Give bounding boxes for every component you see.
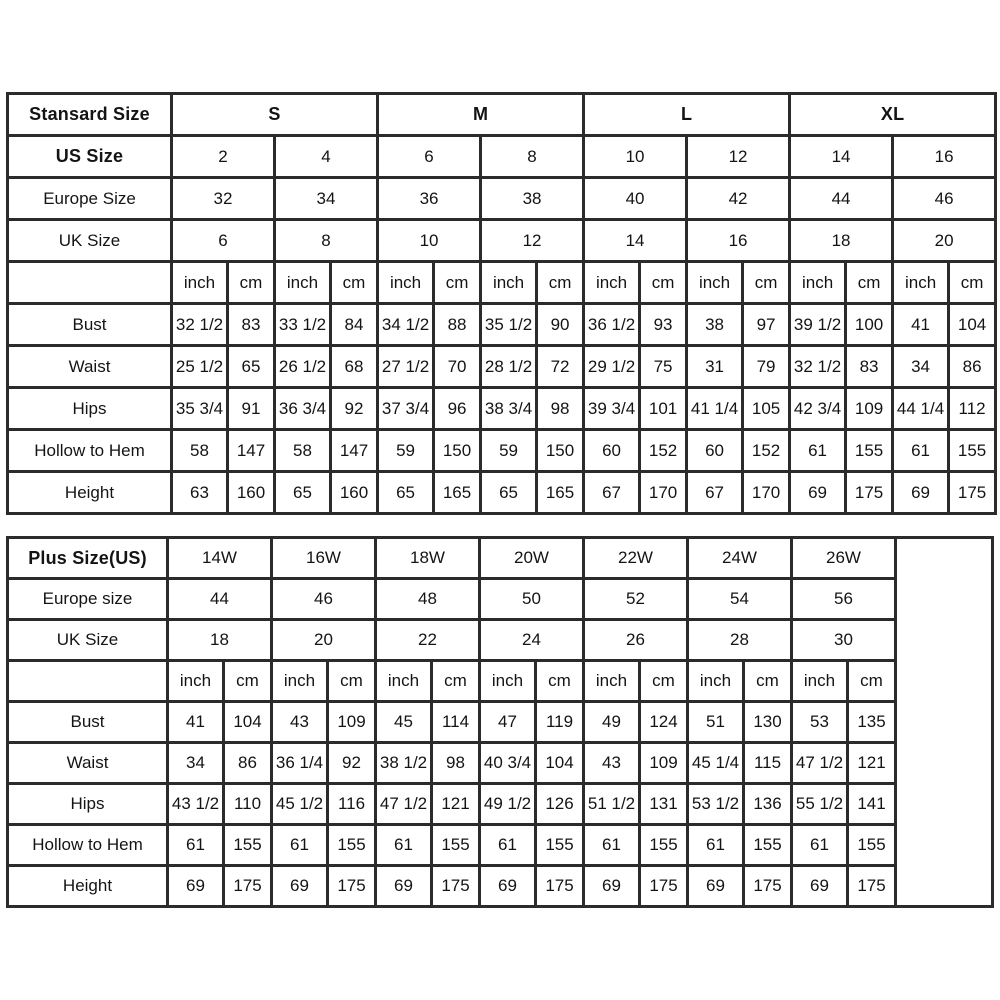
hollow-to-hem-cell: 150 [537,430,584,472]
plus-waist-cell: 43 [584,743,640,784]
unit-header-cell: cm [434,262,481,304]
height-cell: 65 [378,472,434,514]
bust-cell: 104 [949,304,996,346]
europe-size-cell: 46 [893,178,996,220]
plus-height-cell: 175 [432,866,480,907]
plus-size-header-cell: 26W [792,538,896,579]
size-group-header: L [584,94,790,136]
plus-unit-header-cell: inch [584,661,640,702]
plus-bust-cell: 119 [536,702,584,743]
waist-cell: 86 [949,346,996,388]
uk-size-cell: 16 [687,220,790,262]
plus-unit-header-cell: inch [480,661,536,702]
hips-cell: 35 3/4 [172,388,228,430]
plus-hips-cell: 121 [432,784,480,825]
unit-header-cell: inch [378,262,434,304]
plus-bust-cell: 109 [328,702,376,743]
uk-size-cell: 20 [893,220,996,262]
uk-size-cell: 14 [584,220,687,262]
waist-cell: 25 1/2 [172,346,228,388]
row-label-height: Height [8,472,172,514]
plus-height-cell: 175 [328,866,376,907]
row-label-plus-hips: Hips [8,784,168,825]
us-size-row [8,136,996,178]
plus-units-row-empty-corner [8,661,168,702]
hips-row [8,388,996,430]
europe-size-cell: 36 [378,178,481,220]
unit-header-cell: inch [687,262,743,304]
plus-hips-cell: 51 1/2 [584,784,640,825]
plus-corner-label: Plus Size(US) [8,538,168,579]
plus-waist-cell: 92 [328,743,376,784]
waist-row [8,346,996,388]
uk-size-cell: 10 [378,220,481,262]
plus-unit-header-cell: cm [640,661,688,702]
uk-size-cell: 8 [275,220,378,262]
height-cell: 63 [172,472,228,514]
plus-height-cell: 69 [376,866,432,907]
plus-europe-size-cell: 54 [688,579,792,620]
hips-cell: 38 3/4 [481,388,537,430]
plus-hollow-to-hem-row [8,825,993,866]
plus-hips-cell: 47 1/2 [376,784,432,825]
plus-unit-header-cell: cm [536,661,584,702]
plus-height-cell: 69 [584,866,640,907]
plus-unit-header-cell: inch [688,661,744,702]
waist-cell: 31 [687,346,743,388]
plus-bust-cell: 130 [744,702,792,743]
plus-unit-header-cell: inch [792,661,848,702]
us-size-cell: 10 [584,136,687,178]
plus-bust-cell: 124 [640,702,688,743]
hollow-to-hem-cell: 147 [331,430,378,472]
waist-cell: 34 [893,346,949,388]
unit-header-cell: inch [275,262,331,304]
unit-header-cell: cm [537,262,584,304]
plus-height-cell: 175 [848,866,896,907]
plus-waist-cell: 104 [536,743,584,784]
hollow-to-hem-row [8,430,996,472]
plus-hollow-to-hem-cell: 155 [536,825,584,866]
plus-size-header-cell: 14W [168,538,272,579]
plus-height-cell: 175 [536,866,584,907]
hollow-to-hem-cell: 152 [743,430,790,472]
europe-size-cell: 40 [584,178,687,220]
plus-waist-cell: 34 [168,743,224,784]
plus-unit-header-cell: inch [272,661,328,702]
waist-cell: 83 [846,346,893,388]
bust-cell: 93 [640,304,687,346]
plus-europe-size-cell: 46 [272,579,376,620]
hollow-to-hem-cell: 58 [172,430,228,472]
uk-size-cell: 12 [481,220,584,262]
bust-cell: 84 [331,304,378,346]
europe-size-cell: 38 [481,178,584,220]
us-size-cell: 12 [687,136,790,178]
plus-hollow-to-hem-cell: 61 [376,825,432,866]
plus-europe-size-cell: 56 [792,579,896,620]
plus-height-cell: 175 [224,866,272,907]
hips-cell: 36 3/4 [275,388,331,430]
plus-uk-size-cell: 28 [688,620,792,661]
plus-waist-cell: 86 [224,743,272,784]
hips-cell: 105 [743,388,790,430]
hips-cell: 39 3/4 [584,388,640,430]
unit-header-cell: cm [743,262,790,304]
plus-hollow-to-hem-cell: 155 [848,825,896,866]
height-cell: 160 [228,472,275,514]
height-cell: 160 [331,472,378,514]
plus-bust-cell: 114 [432,702,480,743]
height-cell: 165 [537,472,584,514]
plus-hollow-to-hem-cell: 155 [744,825,792,866]
waist-cell: 26 1/2 [275,346,331,388]
plus-europe-size-cell: 44 [168,579,272,620]
row-label-europe-size: Europe Size [8,178,172,220]
europe-size-cell: 34 [275,178,378,220]
bust-cell: 32 1/2 [172,304,228,346]
plus-hollow-to-hem-cell: 61 [688,825,744,866]
plus-hollow-to-hem-cell: 155 [432,825,480,866]
plus-europe-size-row [8,579,993,620]
bust-cell: 36 1/2 [584,304,640,346]
unit-header-cell: inch [584,262,640,304]
plus-waist-cell: 109 [640,743,688,784]
plus-waist-cell: 115 [744,743,792,784]
hips-cell: 92 [331,388,378,430]
hollow-to-hem-cell: 59 [481,430,537,472]
plus-bust-cell: 47 [480,702,536,743]
plus-hips-cell: 49 1/2 [480,784,536,825]
waist-cell: 28 1/2 [481,346,537,388]
size-group-header: S [172,94,378,136]
height-cell: 175 [949,472,996,514]
plus-unit-header-cell: cm [328,661,376,702]
europe-size-cell: 32 [172,178,275,220]
units-row-empty-corner [8,262,172,304]
standard-corner-label: Stansard Size [8,94,172,136]
bust-cell: 100 [846,304,893,346]
row-label-plus-uk-size: UK Size [8,620,168,661]
hips-cell: 44 1/4 [893,388,949,430]
row-label-waist: Waist [8,346,172,388]
plus-europe-size-cell: 48 [376,579,480,620]
hollow-to-hem-cell: 60 [687,430,743,472]
height-cell: 165 [434,472,481,514]
plus-hips-cell: 131 [640,784,688,825]
us-size-cell: 2 [172,136,275,178]
plus-height-cell: 69 [272,866,328,907]
plus-size-header-cell: 20W [480,538,584,579]
plus-uk-size-cell: 20 [272,620,376,661]
plus-uk-size-cell: 30 [792,620,896,661]
bust-cell: 39 1/2 [790,304,846,346]
us-size-cell: 8 [481,136,584,178]
plus-bust-cell: 51 [688,702,744,743]
standard-size-table [6,92,997,515]
height-row [8,472,996,514]
plus-hips-row [8,784,993,825]
height-cell: 65 [481,472,537,514]
unit-header-cell: cm [228,262,275,304]
hips-cell: 101 [640,388,687,430]
plus-waist-row [8,743,993,784]
plus-size-header-cell: 18W [376,538,480,579]
hips-cell: 112 [949,388,996,430]
plus-hollow-to-hem-cell: 61 [272,825,328,866]
height-cell: 170 [640,472,687,514]
plus-waist-cell: 121 [848,743,896,784]
hips-cell: 109 [846,388,893,430]
plus-uk-size-cell: 24 [480,620,584,661]
bust-cell: 83 [228,304,275,346]
hollow-to-hem-cell: 150 [434,430,481,472]
plus-size-table [6,536,994,908]
waist-cell: 75 [640,346,687,388]
plus-height-cell: 175 [744,866,792,907]
plus-hollow-to-hem-cell: 61 [480,825,536,866]
plus-hollow-to-hem-cell: 61 [168,825,224,866]
plus-hollow-to-hem-cell: 61 [584,825,640,866]
bust-cell: 33 1/2 [275,304,331,346]
hips-cell: 91 [228,388,275,430]
row-label-plus-hollow-to-hem: Hollow to Hem [8,825,168,866]
row-label-hips: Hips [8,388,172,430]
plus-hips-cell: 45 1/2 [272,784,328,825]
plus-unit-header-cell: cm [432,661,480,702]
europe-size-cell: 44 [790,178,893,220]
row-label-plus-waist: Waist [8,743,168,784]
bust-cell: 90 [537,304,584,346]
bust-cell: 88 [434,304,481,346]
row-label-us-size: US Size [8,136,172,178]
plus-uk-size-cell: 22 [376,620,480,661]
plus-hips-cell: 55 1/2 [792,784,848,825]
uk-size-cell: 18 [790,220,893,262]
hollow-to-hem-cell: 58 [275,430,331,472]
plus-hollow-to-hem-cell: 155 [328,825,376,866]
plus-bust-cell: 135 [848,702,896,743]
unit-header-cell: cm [331,262,378,304]
us-size-cell: 14 [790,136,893,178]
hollow-to-hem-cell: 152 [640,430,687,472]
hips-cell: 98 [537,388,584,430]
europe-size-row [8,178,996,220]
plus-size-header-row [8,538,993,579]
plus-waist-cell: 38 1/2 [376,743,432,784]
waist-cell: 65 [228,346,275,388]
unit-header-cell: cm [640,262,687,304]
plus-hollow-to-hem-cell: 155 [224,825,272,866]
hips-cell: 41 1/4 [687,388,743,430]
standard-group-header-row [8,94,996,136]
bust-cell: 34 1/2 [378,304,434,346]
row-label-plus-europe-size: Europe size [8,579,168,620]
plus-unit-header-cell: inch [168,661,224,702]
bust-cell: 38 [687,304,743,346]
size-group-header: M [378,94,584,136]
height-cell: 69 [790,472,846,514]
hollow-to-hem-cell: 61 [893,430,949,472]
plus-unit-header-cell: inch [376,661,432,702]
row-label-plus-height: Height [8,866,168,907]
plus-hips-cell: 110 [224,784,272,825]
plus-unit-header-cell: cm [848,661,896,702]
row-label-uk-size: UK Size [8,220,172,262]
height-cell: 175 [846,472,893,514]
hollow-to-hem-cell: 60 [584,430,640,472]
hollow-to-hem-cell: 155 [846,430,893,472]
plus-europe-size-cell: 50 [480,579,584,620]
europe-size-cell: 42 [687,178,790,220]
waist-cell: 29 1/2 [584,346,640,388]
height-cell: 67 [584,472,640,514]
hollow-to-hem-cell: 59 [378,430,434,472]
plus-uk-size-cell: 18 [168,620,272,661]
plus-units-row [8,661,993,702]
bust-cell: 41 [893,304,949,346]
plus-bust-cell: 53 [792,702,848,743]
plus-bust-row [8,702,993,743]
plus-uk-size-row [8,620,993,661]
row-label-plus-bust: Bust [8,702,168,743]
plus-height-cell: 69 [688,866,744,907]
waist-cell: 32 1/2 [790,346,846,388]
plus-waist-cell: 98 [432,743,480,784]
plus-table-empty-column [896,538,993,907]
plus-hips-cell: 116 [328,784,376,825]
plus-height-row [8,866,993,907]
us-size-cell: 16 [893,136,996,178]
plus-size-header-cell: 24W [688,538,792,579]
unit-header-cell: inch [893,262,949,304]
plus-hollow-to-hem-cell: 155 [640,825,688,866]
hollow-to-hem-cell: 155 [949,430,996,472]
waist-cell: 79 [743,346,790,388]
row-label-hollow-to-hem: Hollow to Hem [8,430,172,472]
unit-header-cell: inch [172,262,228,304]
hips-cell: 42 3/4 [790,388,846,430]
plus-europe-size-cell: 52 [584,579,688,620]
row-label-bust: Bust [8,304,172,346]
plus-waist-cell: 47 1/2 [792,743,848,784]
plus-hollow-to-hem-cell: 61 [792,825,848,866]
bust-row [8,304,996,346]
plus-waist-cell: 45 1/4 [688,743,744,784]
size-group-header: XL [790,94,996,136]
hollow-to-hem-cell: 147 [228,430,275,472]
plus-waist-cell: 36 1/4 [272,743,328,784]
hips-cell: 37 3/4 [378,388,434,430]
unit-header-cell: inch [481,262,537,304]
plus-hips-cell: 136 [744,784,792,825]
plus-hips-cell: 141 [848,784,896,825]
unit-header-cell: inch [790,262,846,304]
waist-cell: 70 [434,346,481,388]
waist-cell: 68 [331,346,378,388]
plus-waist-cell: 40 3/4 [480,743,536,784]
plus-bust-cell: 43 [272,702,328,743]
standard-units-row [8,262,996,304]
waist-cell: 72 [537,346,584,388]
hips-cell: 96 [434,388,481,430]
unit-header-cell: cm [846,262,893,304]
plus-height-cell: 69 [480,866,536,907]
plus-bust-cell: 41 [168,702,224,743]
height-cell: 65 [275,472,331,514]
unit-header-cell: cm [949,262,996,304]
plus-height-cell: 69 [168,866,224,907]
plus-bust-cell: 104 [224,702,272,743]
hollow-to-hem-cell: 61 [790,430,846,472]
plus-hips-cell: 43 1/2 [168,784,224,825]
us-size-cell: 4 [275,136,378,178]
height-cell: 170 [743,472,790,514]
plus-size-header-cell: 22W [584,538,688,579]
plus-bust-cell: 49 [584,702,640,743]
plus-size-header-cell: 16W [272,538,376,579]
plus-height-cell: 175 [640,866,688,907]
plus-bust-cell: 45 [376,702,432,743]
uk-size-cell: 6 [172,220,275,262]
plus-unit-header-cell: cm [224,661,272,702]
plus-hips-cell: 53 1/2 [688,784,744,825]
plus-uk-size-cell: 26 [584,620,688,661]
height-cell: 67 [687,472,743,514]
bust-cell: 97 [743,304,790,346]
plus-height-cell: 69 [792,866,848,907]
plus-unit-header-cell: cm [744,661,792,702]
plus-hips-cell: 126 [536,784,584,825]
uk-size-row [8,220,996,262]
height-cell: 69 [893,472,949,514]
waist-cell: 27 1/2 [378,346,434,388]
bust-cell: 35 1/2 [481,304,537,346]
us-size-cell: 6 [378,136,481,178]
